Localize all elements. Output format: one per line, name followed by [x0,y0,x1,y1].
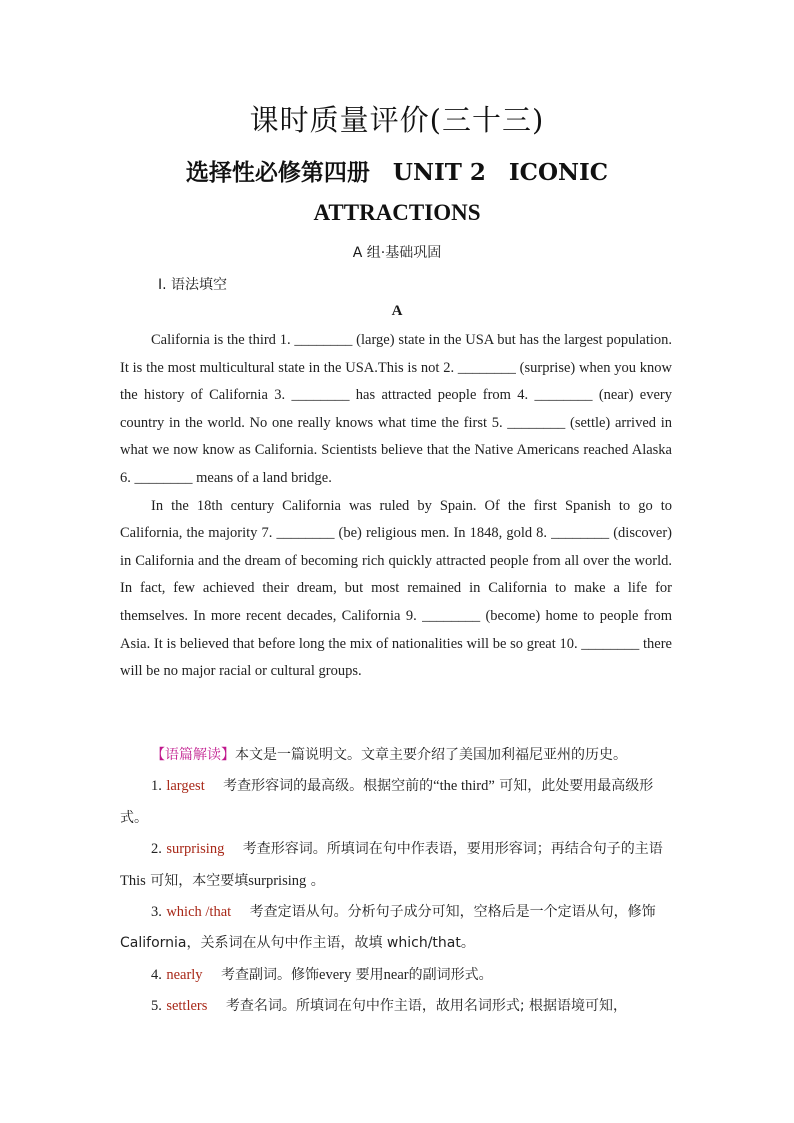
answer-explanation-mid: 可知，本空要填 [150,872,249,889]
answer-explanation: 考查副词。修饰 [221,966,320,983]
answer-key: which /that [166,904,232,921]
answer-number: 2. [151,841,162,858]
answer-key: surprising [166,841,225,858]
passage-paragraph-1: California is the third 1. ________ (large) state in the USA but has the largest population. It is the most multicultural state in the USA.This is not 2. ________ (surprise) when you know the history of California 3. ________ has attracted people from 4. ________ (near) every country in the world. No one really knows what time the first 5. ________ (settle) arrived in what we now know as California. Scientists believe that the Native Americans reached Alaska 6. ________ means of a land bridge. [120,332,672,486]
answer-explanation: 考查定语从句。分析句子成分可知，空格后是一个定语从句，修饰 California，关系词在从句中作主语，故填 which/that。 [120,904,656,952]
passage-paragraph-2: In the 18th century California was ruled by Spain. Of the first Spanish to go to California, the majority 7. ________ (be) religious men. In 1848, gold 8. ________ (discover) in California and the dream of becoming rich quickly attracted people from all over the world. In fact, few achieved their dream, but most remained in California to make a life for themselves. In more recent decades, California 9. ________ (become) home to people from Asia. It is believed that before long the mix of nationalities will be so great 10. ________ there will be no major racial or cultural groups. [120,497,672,680]
answer-quote-2: near [383,966,409,983]
answer-quote: every [319,966,352,983]
answer-quote: “the third” [433,778,495,795]
section-heading: Ⅰ. 语法填空 [158,277,228,293]
answer-key: settlers [166,998,208,1015]
answer-quote: This [120,872,146,889]
answer-number: 4. [151,966,162,983]
analysis-intro [120,740,678,771]
answer-explanation-end: 。 [310,872,325,889]
answer-item [120,991,678,1022]
answer-key: nearly [166,966,203,983]
passage-letter: A [391,303,403,319]
answer-item [120,960,678,991]
answer-item [120,771,678,834]
answer-quote-2: surprising [248,872,307,889]
answer-explanation: 考查形容词的最高级。根据空前的 [223,778,434,795]
answer-explanation: 考查名词。所填词在句中作主语，故用名词形式; 根据语境可知， [225,998,628,1015]
answer-explanation-end: 可知，此处要用最高级形式。 [120,778,654,826]
answer-key: largest [166,778,205,795]
page-title: 课时质量评价(三十三) [249,103,545,137]
answer-item [120,897,678,960]
group-label: A 组·基础巩固 [352,245,442,261]
unit-subtitle-line1: 选择性必修第四册 UNIT 2 ICONIC [185,159,609,186]
answer-explanation-mid: 要用 [355,966,384,983]
answer-explanation: 考查形容词。所填词在句中作表语，要用形容词；再结合句子的主语 [242,841,663,858]
answer-number: 1. [151,778,162,795]
passage-text [120,327,672,686]
analysis-section [120,740,678,1023]
analysis-tag: 【语篇解读】 [151,747,235,763]
answer-number: 3. [151,904,162,921]
answer-number: 5. [151,998,162,1015]
answer-item [120,834,678,897]
unit-subtitle-line2: ATTRACTIONS [313,200,481,225]
analysis-intro-text: 本文是一篇说明文。文章主要介绍了美国加利福尼亚州的历史。 [235,747,627,763]
answer-explanation-end: 的副词形式。 [408,966,493,983]
